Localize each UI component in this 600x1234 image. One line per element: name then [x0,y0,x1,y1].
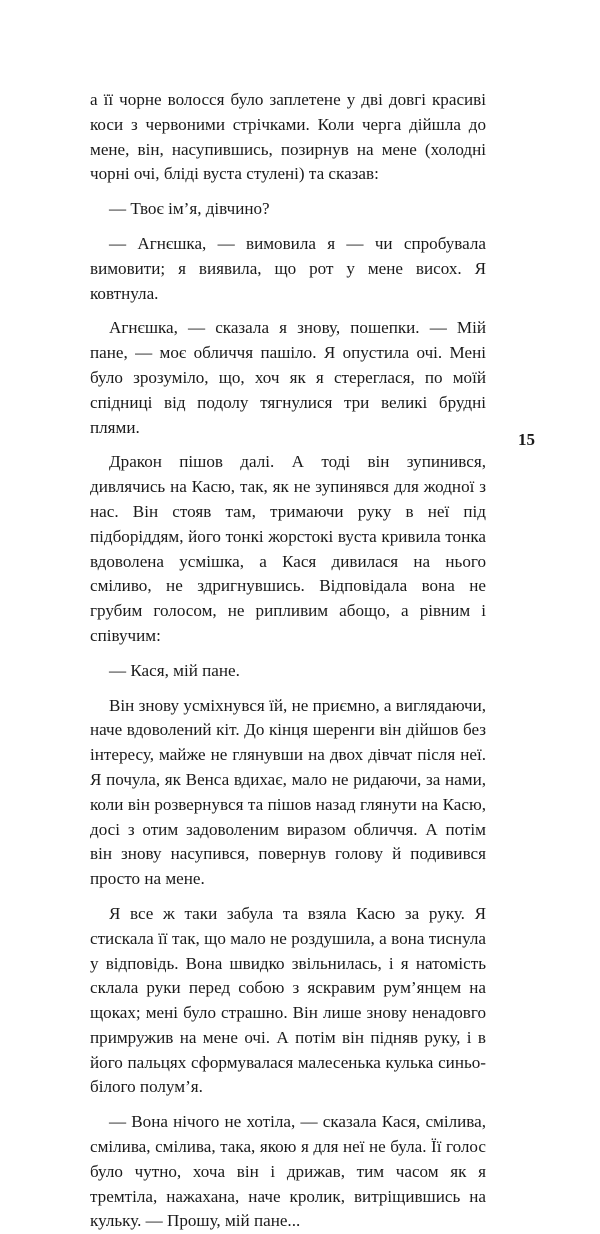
paragraph-7: Він знову усміхнувся їй, не приємно, а виглядаючи, наче вдоволений кіт. До кінця шеренги він дійшов без інтересу, майже не глянувши на двох дівчат після неї. Я почула, як Венса вдихає, мало не ридаючи, за нами, коли він розвернувся та пішов назад глянути на Касю, досі з отим задоволеним виразом обличчя. А потім він знову насупився, повернув голову й подивився просто на мене. [90,695,486,889]
paragraph-2-dialog: — Твоє ім’я, дівчино? [109,199,270,219]
paragraph-6-dialog: — Кася, мій пане. [109,660,240,680]
paragraph-5: Дракон пішов далі. А тоді він зупинився, дивлячись на Касю, так, як не зупинявся для жодної з нас. Він стояв там, тримаючи руку в неї під підборіддям, його тонкі жорстокі вуста кривила тонка вдоволена усмішка, а Кася дивилася на нього сміливо, не здригнувшись. Відповідала вона не грубим голосом, не рипливим абощо, а рівним і співучим: [90,452,486,645]
paragraph-1: а її чорне волосся було заплетене у дві довгі красиві коси з червоними стрічками. Коли черга дійшла до мене, він, насупившись, позирнув на мене (холодні чорні очі, бліді вуста стулені) та сказав: [90,90,486,184]
paragraph-9-dialog: — Вона нічого не хотіла, — сказала Кася, смілива, смілива, смілива, така, якою я для неї не була. Її голос було чутно, хоча він і дрижав, тим часом як я тремтіла, нажахана, наче кролик, витріщившись на кульку. — Прошу, мій пане... [90,1112,486,1231]
paragraph-4-dialog: Агнєшка, — сказала я знову, пошепки. — Мій пане, — моє обличчя пашіло. Я опустила очі. Мені було зрозуміло, що, хоч як я стереглася, по моїй спідниці від подолу тягнулися три великі брудні плями. [90,318,486,437]
page-number: 15 [518,430,535,449]
paragraph-3-dialog: — Агнєшка, — вимовила я — чи спробувала вимовити; я виявила, що рот у мене висох. Я ковтнула. [90,233,486,303]
paragraph-8: Я все ж таки забула та взяла Касю за руку. Я стискала її так, що мало не роздушила, а вона тиснула у відповідь. Вона швидко звільнилась, і я натомість склала руки перед собою з яскравим рум’янцем на щоках; мені було страшно. Він лише знову ненадовго примружив на мене очі. А потім він підняв руку, і в його пальцях сформувалася малесенька кулька синьо-білого полум’я. [90,903,486,1097]
body-text [90,88,486,1234]
